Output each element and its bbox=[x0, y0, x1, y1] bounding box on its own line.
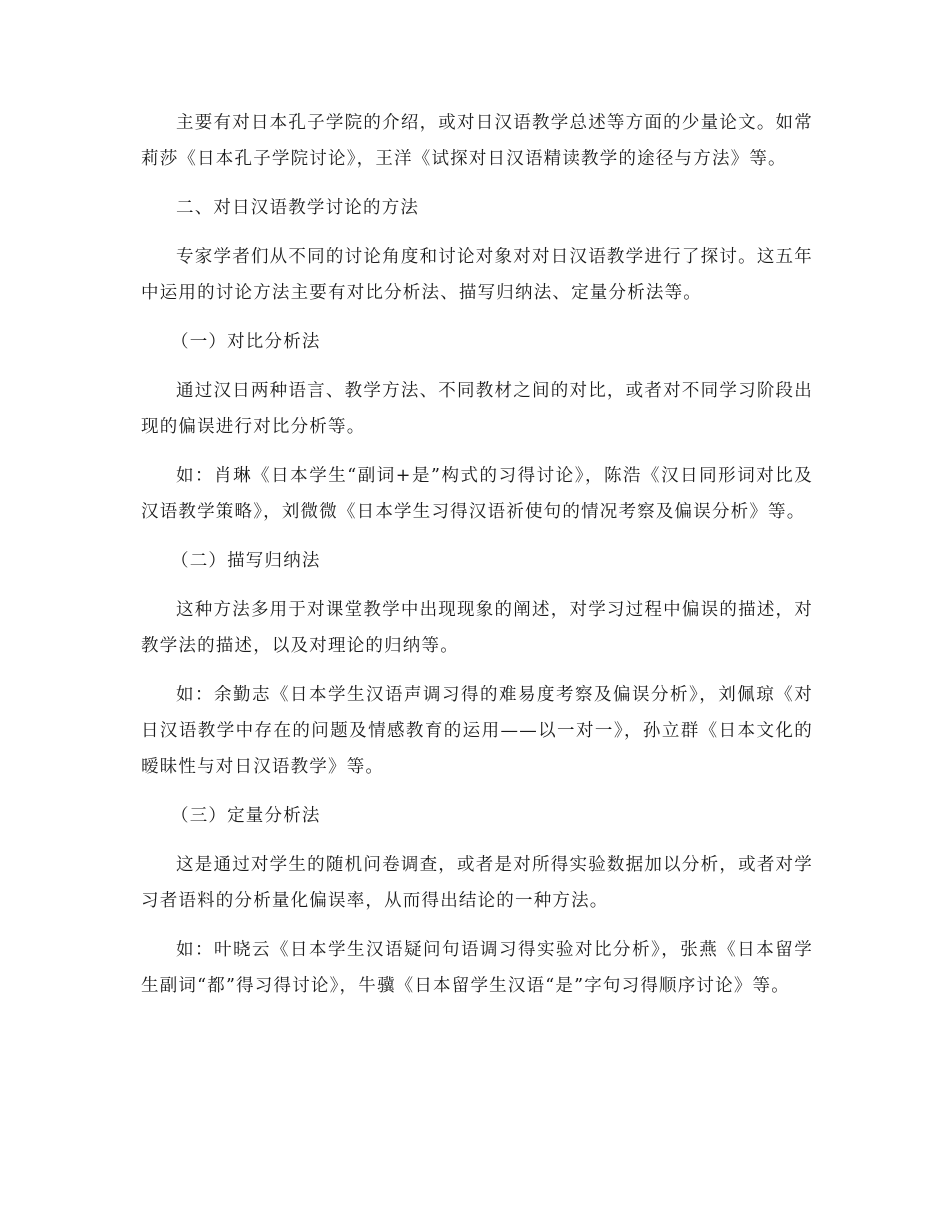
paragraph-intro: 主要有对日本孔子学院的介绍，或对日汉语教学总述等方面的少量论文。如常莉莎《日本孔子学院讨论》，王洋《试探对日汉语精读教学的途径与方法》等。 bbox=[141, 113, 813, 169]
section-heading-methods: 二、对日汉语教学讨论的方法 bbox=[176, 198, 420, 218]
paragraph-contrastive-description: 通过汉日两种语言、教学方法、不同教材之间的对比，或者对不同学习阶段出现的偏误进行对比分析等。 bbox=[141, 381, 813, 437]
document-body bbox=[141, 105, 813, 1017]
paragraph-methods-overview: 专家学者们从不同的讨论角度和讨论对象对对日汉语教学进行了探讨。这五年中运用的讨论方法主要有对比分析法、描写归纳法、定量分析法等。 bbox=[141, 247, 813, 303]
paragraph-contrastive-examples: 如：肖琳《日本学生“副词+是”构式的习得讨论》，陈浩《汉日同形词对比及汉语教学策略》，刘微微《日本学生习得汉语祈使句的情况考察及偏误分析》等。 bbox=[141, 466, 813, 522]
paragraph-quantitative-examples: 如：叶晓云《日本学生汉语疑问句语调习得实验对比分析》，张燕《日本留学生副词“都”得习得讨论》，牛骥《日本留学生汉语“是”字句习得顺序讨论》等。 bbox=[141, 940, 813, 996]
paragraph-quantitative-description: 这是通过对学生的随机问卷调查，或者是对所得实验数据加以分析，或者对学习者语料的分析量化偏误率，从而得出结论的一种方法。 bbox=[141, 855, 813, 911]
subheading-descriptive-induction: （二）描写归纳法 bbox=[171, 551, 321, 571]
paragraph-descriptive-examples: 如：余勤志《日本学生汉语声调习得的难易度考察及偏误分析》，刘佩琼《对日汉语教学中存在的问题及情感教育的运用——以一对一》，孙立群《日本文化的暧昧性与对日汉语教学》等。 bbox=[141, 685, 813, 777]
subheading-contrastive-analysis: （一）对比分析法 bbox=[171, 332, 321, 352]
subheading-quantitative-analysis: （三）定量分析法 bbox=[171, 806, 321, 826]
paragraph-descriptive-description: 这种方法多用于对课堂教学中出现现象的阐述，对学习过程中偏误的描述，对教学法的描述，以及对理论的归纳等。 bbox=[141, 600, 813, 656]
